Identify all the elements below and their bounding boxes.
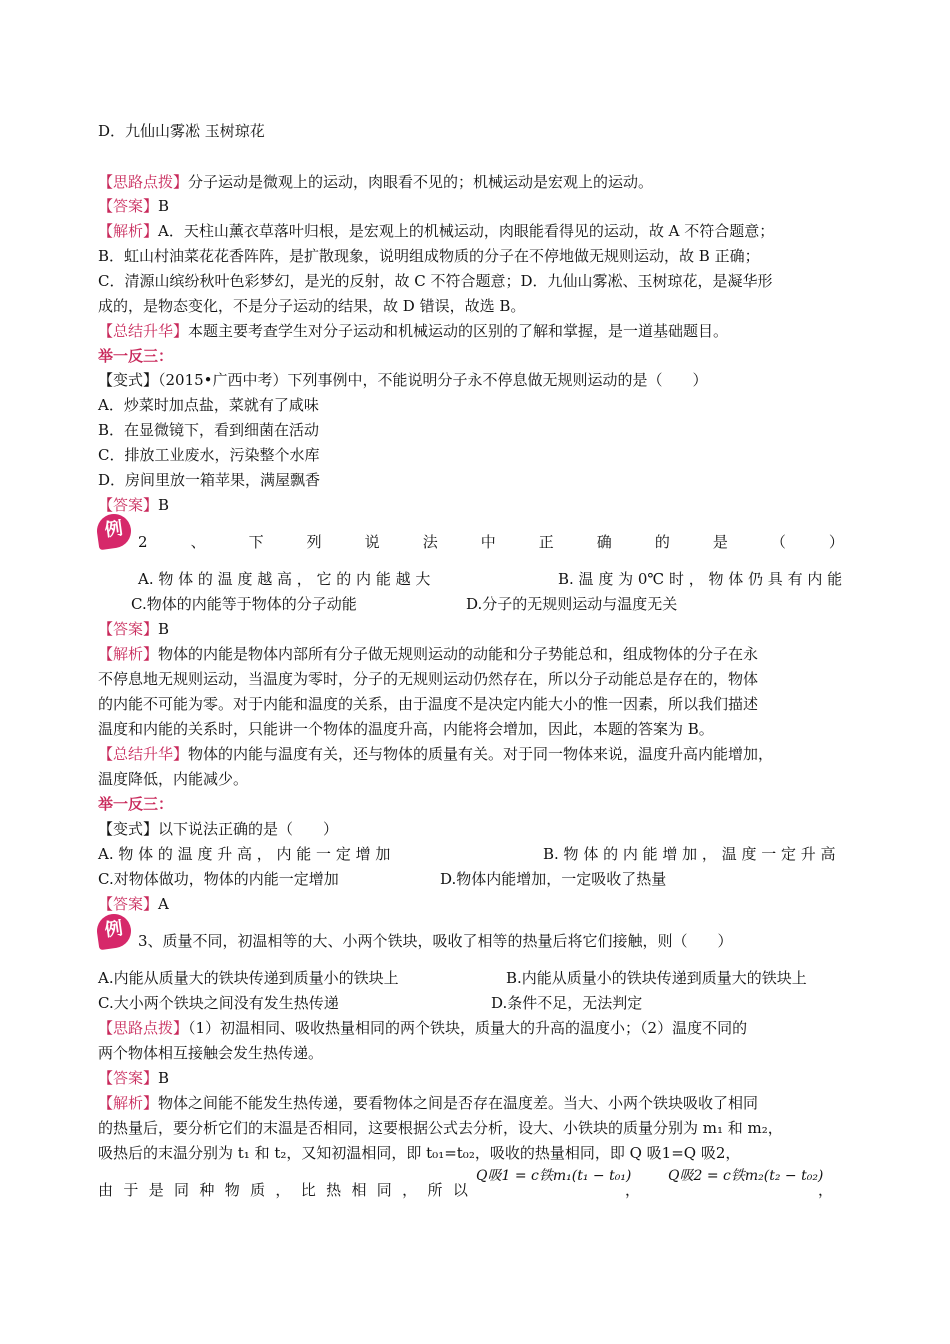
answer-value: A [158,895,169,913]
variant-2-option-a: A. 物 体 的 温 度 升 高 ， 内 能 一 定 增 加 [98,845,391,863]
t-char: 物 [224,1181,240,1199]
analysis-text: 物体之间能不能发生热传递，要看物体之间是否存在温度差。当大、小两个铁块吸收了相同 [158,1094,759,1112]
spaced-text [98,1180,468,1200]
analysis-3-line-2: 的热量后，要分析它们的末温是否相同，这要根据公式去分析，设大、小铁块的质量分别为 m₁ 和 m₂， [98,1119,783,1137]
analysis-text: 物体的内能是物体内部所有分子做无规则运动的动能和分子势能总和，组成物体的分子在永 [158,645,759,663]
q-char: 确 [596,533,612,551]
analysis-3-line-3: 吸热后的末温分别为 t₁ 和 t₂，又知初温相同，即 t₀₁=t₀₂，吸收的热量相同，即 Q 吸1=Q 吸2， [98,1144,741,1162]
answer-value: B [158,620,170,638]
variant-2-option-b: B. 物 体 的 内 能 增 加 ， 温 度 一 定 升 高 [543,845,836,863]
answer-value: B [158,496,170,514]
analysis-2-line-1 [98,644,858,664]
t-char: ， [275,1181,291,1199]
summary-text: 本题主要考查学生对分子运动和机械运动的区别的了解和掌握，是一道基础题目。 [188,322,729,340]
answer-value: B [158,197,170,215]
formula-q2: Q吸2 = c铁m₂(t₂ − t₀₂) [668,1168,824,1184]
example-3-answer [98,1068,858,1088]
analysis-3-line-1 [98,1093,858,1113]
formula-q1: Q吸1 = c铁m₁(t₁ − t₀₁) [476,1168,632,1184]
t-char: ， [402,1181,418,1199]
hint-tag: 【思路点拨】 [98,1019,189,1037]
example-2-option-c: C.物体的内能等于物体的分子动能 [131,595,357,613]
summary-2-line-2: 温度降低，内能减少。 [98,770,249,788]
example-badge-icon: 例 [95,512,133,550]
analysis-2-line-2: 不停息地无规则运动，当温度为零时，分子的无规则运动仍然存在，所以分子动能总是存在的，物体 [98,670,759,688]
hint-text: （1）初温相同、吸收热量相同的两个铁块，质量大的升高的温度小；（2）温度不同的 [188,1019,748,1037]
analysis-1-line-4: 成的，是物态变化，不是分子运动的结果，故 D 错误，故选 B。 [98,297,526,315]
t-char: 相 [351,1181,367,1199]
variant-2-question: 【变式】以下说法正确的是（ ） [98,820,339,838]
q-char: 是 [712,533,728,551]
answer-1 [98,196,858,216]
hint-tag: 【思路点拨】 [98,173,189,191]
example-3-options-ab [98,968,858,988]
q-char: 的 [654,533,670,551]
example-2-options-cd [131,594,851,614]
analysis-2-line-4: 温度和内能的关系时，只能讲一个物体的温度升高，内能将会增加，因此，本题的答案为 B。 [98,720,714,738]
practice-heading-1: 举一反三： [98,347,174,365]
hint-3-line-1 [98,1018,858,1038]
hint-paragraph [98,172,858,192]
variant-1-answer [98,495,858,515]
variant-2-options-cd [98,869,858,889]
example-2-answer [98,619,858,639]
practice-heading-2: 举一反三： [98,795,174,813]
q-char: 2 [138,533,148,551]
t-char: 同 [376,1181,392,1199]
q-char: （ [770,533,786,551]
analysis-tag: 【解析】 [98,1094,159,1112]
answer-tag: 【答案】 [98,197,159,215]
q-char: 、 [190,533,206,551]
example-2-option-d: D.分子的无规则运动与温度无关 [466,595,678,613]
answer-tag: 【答案】 [98,620,159,638]
hint-text: 分子运动是微观上的运动，肉眼看不见的；机械运动是宏观上的运动。 [188,173,654,191]
summary-tag: 【总结升华】 [98,322,189,340]
example-3-option-a: A.内能从质量大的铁块传递到质量小的铁块上 [98,969,399,987]
example-2-question [138,532,844,552]
t-char: 是 [148,1181,164,1199]
example-3-question: 3、质量不同，初温相等的大、小两个铁块，吸收了相等的热量后将它们接触，则（ ） [138,932,733,950]
t-char: 热 [326,1181,342,1199]
option-d: D．九仙山雾凇 玉树琼花 [98,122,265,140]
analysis-2-line-3: 的内能不可能为零。对于内能和温度的关系，由于温度不是决定内能大小的惟一因素，所以我们描述 [98,695,759,713]
variant-2-option-d: D.物体内能增加，一定吸收了热量 [440,870,667,888]
example-2-option-b: B. 温 度 为 0℃ 时 ， 物 体 仍 具 有 内 能 [558,570,843,588]
example-3-option-b: B.内能从质量小的铁块传递到质量大的铁块上 [506,969,807,987]
hint-3-line-2: 两个物体相互接触会发生热传递。 [98,1044,324,1062]
q-char: 列 [306,533,322,551]
variant-1-question: 【变式】（2015•广西中考）下列事例中，不能说明分子永不停息做无规则运动的是（ ） [98,371,708,389]
comma: ， [625,1181,641,1199]
q-char: 中 [480,533,496,551]
answer-value: B [158,1069,170,1087]
variant-1-option-a: A．炒菜时加点盐，菜就有了咸味 [98,396,319,414]
q-char: 下 [248,533,264,551]
analysis-tag: 【解析】 [98,645,159,663]
variant-1-option-c: C．排放工业废水，污染整个水库 [98,446,320,464]
q-char: ） [828,533,844,551]
t-char: 所 [427,1181,443,1199]
t-char: 同 [174,1181,190,1199]
example-2-option-a: A. 物 体 的 温 度 越 高 ， 它 的 内 能 越 大 [138,570,431,588]
comma: ， [818,1181,834,1199]
answer-tag: 【答案】 [98,496,159,514]
t-char: 于 [123,1181,139,1199]
summary-text: 物体的内能与温度有关，还与物体的质量有关。对于同一物体来说，温度升高内能增加， [188,745,774,763]
summary-1 [98,321,858,341]
example-2-options-ab [138,569,858,589]
t-char: 比 [300,1181,316,1199]
variant-2-options-ab [98,844,858,864]
q-char: 说 [364,533,380,551]
variant-2-option-c: C.对物体做功，物体的内能一定增加 [98,870,339,888]
t-char: 种 [199,1181,215,1199]
analysis-1-line-3: C．清源山缤纷秋叶色彩梦幻，是光的反射，故 C 不符合题意；D．九仙山雾凇、玉树琼花，是凝华形 [98,272,773,290]
t-char: 以 [452,1181,468,1199]
summary-tag: 【总结升华】 [98,745,189,763]
analysis-1-line-1 [98,221,858,241]
analysis-1-line-2: B．虹山村油菜花花香阵阵，是扩散现象，说明组成物质的分子在不停地做无规则运动，故 B 正确； [98,247,760,265]
analysis-tag: 【解析】 [98,222,159,240]
example-3-options-cd [98,993,858,1013]
variant-1-option-d: D．房间里放一箱苹果，满屋飘香 [98,471,321,489]
variant-2-answer [98,894,858,914]
answer-tag: 【答案】 [98,1069,159,1087]
analysis-text: A．天柱山薰衣草落叶归根，是宏观上的机械运动，肉眼能看得见的运动，故 A 不符合题意； [158,222,775,240]
t-char: 质 [250,1181,266,1199]
q-char: 法 [422,533,438,551]
example-3-option-c: C.大小两个铁块之间没有发生热传递 [98,994,339,1012]
variant-1-option-b: B．在显微镜下，看到细菌在活动 [98,421,320,439]
example-3-option-d: D.条件不足，无法判定 [491,994,643,1012]
t-char: 由 [98,1181,114,1199]
answer-tag: 【答案】 [98,895,159,913]
example-badge-icon: 例 [95,912,133,950]
q-char: 正 [538,533,554,551]
summary-2-line-1 [98,744,858,764]
